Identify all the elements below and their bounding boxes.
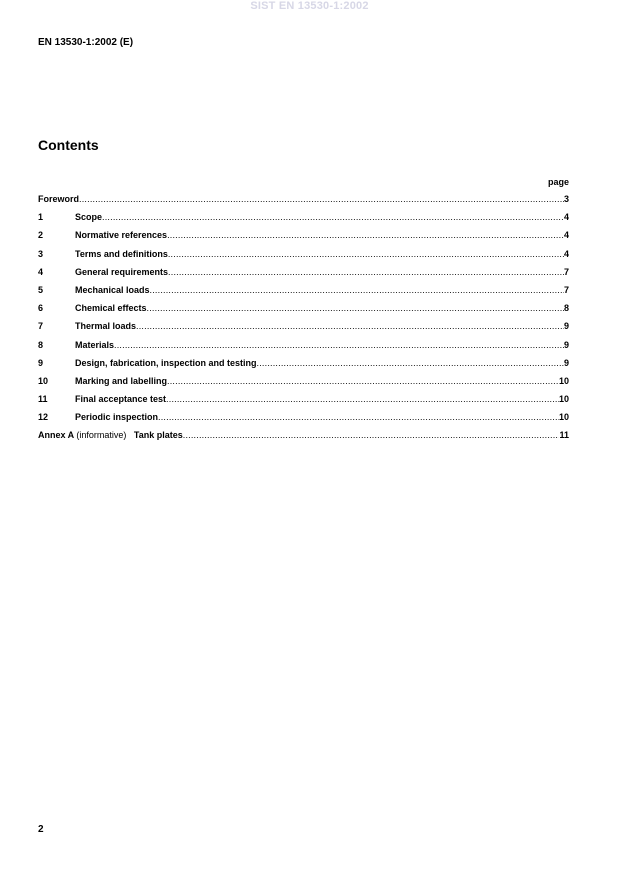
toc-entry-final-acceptance-test[interactable] [38,394,569,412]
toc-entry-page: 10 [558,394,569,405]
toc-entry-page: 10 [558,375,569,386]
toc-entry-foreword[interactable] [38,194,569,212]
toc-leader-dots [167,230,564,240]
toc-annex-label: Annex A [38,430,74,441]
toc-entry-number: 9 [38,357,44,368]
toc-entry-title: Materials [75,339,115,350]
toc-entry-page: 11 [559,430,569,441]
toc-entry-number: 7 [38,321,44,332]
toc-entry-title: Periodic inspection [75,412,159,423]
toc-entry-materials[interactable] [38,340,569,358]
page-column-label: page [547,177,569,187]
toc-entry-page: 8 [563,303,569,314]
toc-entry-page: 10 [558,412,569,423]
toc-entry-title: Thermal loads [75,321,137,332]
toc-entry-title: General requirements [75,266,169,277]
toc-entry-title: Scope [75,212,103,223]
toc-entry-scope[interactable] [38,212,569,230]
contents-heading: Contents [38,137,99,153]
toc-entry-page: 3 [563,194,569,204]
toc-entry-page: 7 [563,284,569,295]
toc-entry-number: 5 [38,284,44,295]
toc-entry-number: 11 [38,394,48,405]
toc-leader-dots [158,412,559,422]
page-number: 2 [38,824,44,835]
toc-leader-dots [79,194,564,204]
toc-entry-title: Terms and definitions [75,248,168,259]
toc-annex-title: Tank plates [133,430,183,441]
toc-leader-dots [150,285,564,295]
toc-entry-design-fabrication[interactable] [38,358,569,376]
toc-entry-title: Normative references [75,230,168,241]
toc-leader-dots [136,321,564,331]
toc-entry-title: Mechanical loads [75,284,150,295]
toc-entry-title: Chemical effects [75,303,147,314]
toc-entry-thermal-loads[interactable] [38,321,569,339]
toc-entry-page: 4 [563,248,569,259]
toc-entry-number: 12 [38,412,49,423]
toc-entry-normative-references[interactable] [38,230,569,248]
toc-entry-mechanical-loads[interactable] [38,285,569,303]
toc-entry-title: Design, fabrication, inspection and testing [75,357,257,368]
toc-leader-dots [166,394,559,404]
toc-leader-dots [114,340,564,350]
toc-leader-dots [257,358,564,368]
toc-leader-dots [167,376,559,386]
toc-entry-title: Foreword [38,194,80,204]
toc-entry-annex-a[interactable] [38,430,569,448]
toc-leader-dots [168,249,564,259]
toc-entry-number: 10 [38,375,49,386]
toc-leader-dots [102,212,564,222]
toc-entry-page: 9 [563,339,569,350]
toc-entry-page: 4 [563,212,569,223]
toc-entry-title: Marking and labelling [75,375,168,386]
toc-entry-chemical-effects[interactable] [38,303,569,321]
toc-entry-number: 2 [38,230,44,241]
watermark: SIST EN 13530-1:2002 [250,0,369,12]
toc-entry-general-requirements[interactable] [38,267,569,285]
toc-leader-dots [168,267,564,277]
toc-entry-marking-and-labelling[interactable] [38,376,569,394]
toc-entry-number: 8 [38,339,44,350]
toc-entry-page: 7 [563,266,569,277]
toc-entry-page: 4 [563,230,569,241]
toc-entry-number: 4 [38,266,44,277]
document-id: EN 13530-1:2002 (E) [38,37,134,48]
toc-leader-dots [147,303,564,313]
toc-entry-number: 6 [38,303,44,314]
toc-entry-terms-and-definitions[interactable] [38,249,569,267]
table-of-contents [38,194,569,449]
toc-entry-number: 1 [38,212,44,223]
toc-entry-number: 3 [38,248,44,259]
toc-entry-page: 9 [563,357,569,368]
toc-entry-title: Final acceptance test [75,394,167,405]
toc-entry-page: 9 [563,321,569,332]
toc-annex-heading [38,430,183,440]
toc-annex-qualifier: (informative) [76,430,127,441]
toc-entry-periodic-inspection[interactable] [38,412,569,430]
toc-leader-dots [183,430,560,440]
